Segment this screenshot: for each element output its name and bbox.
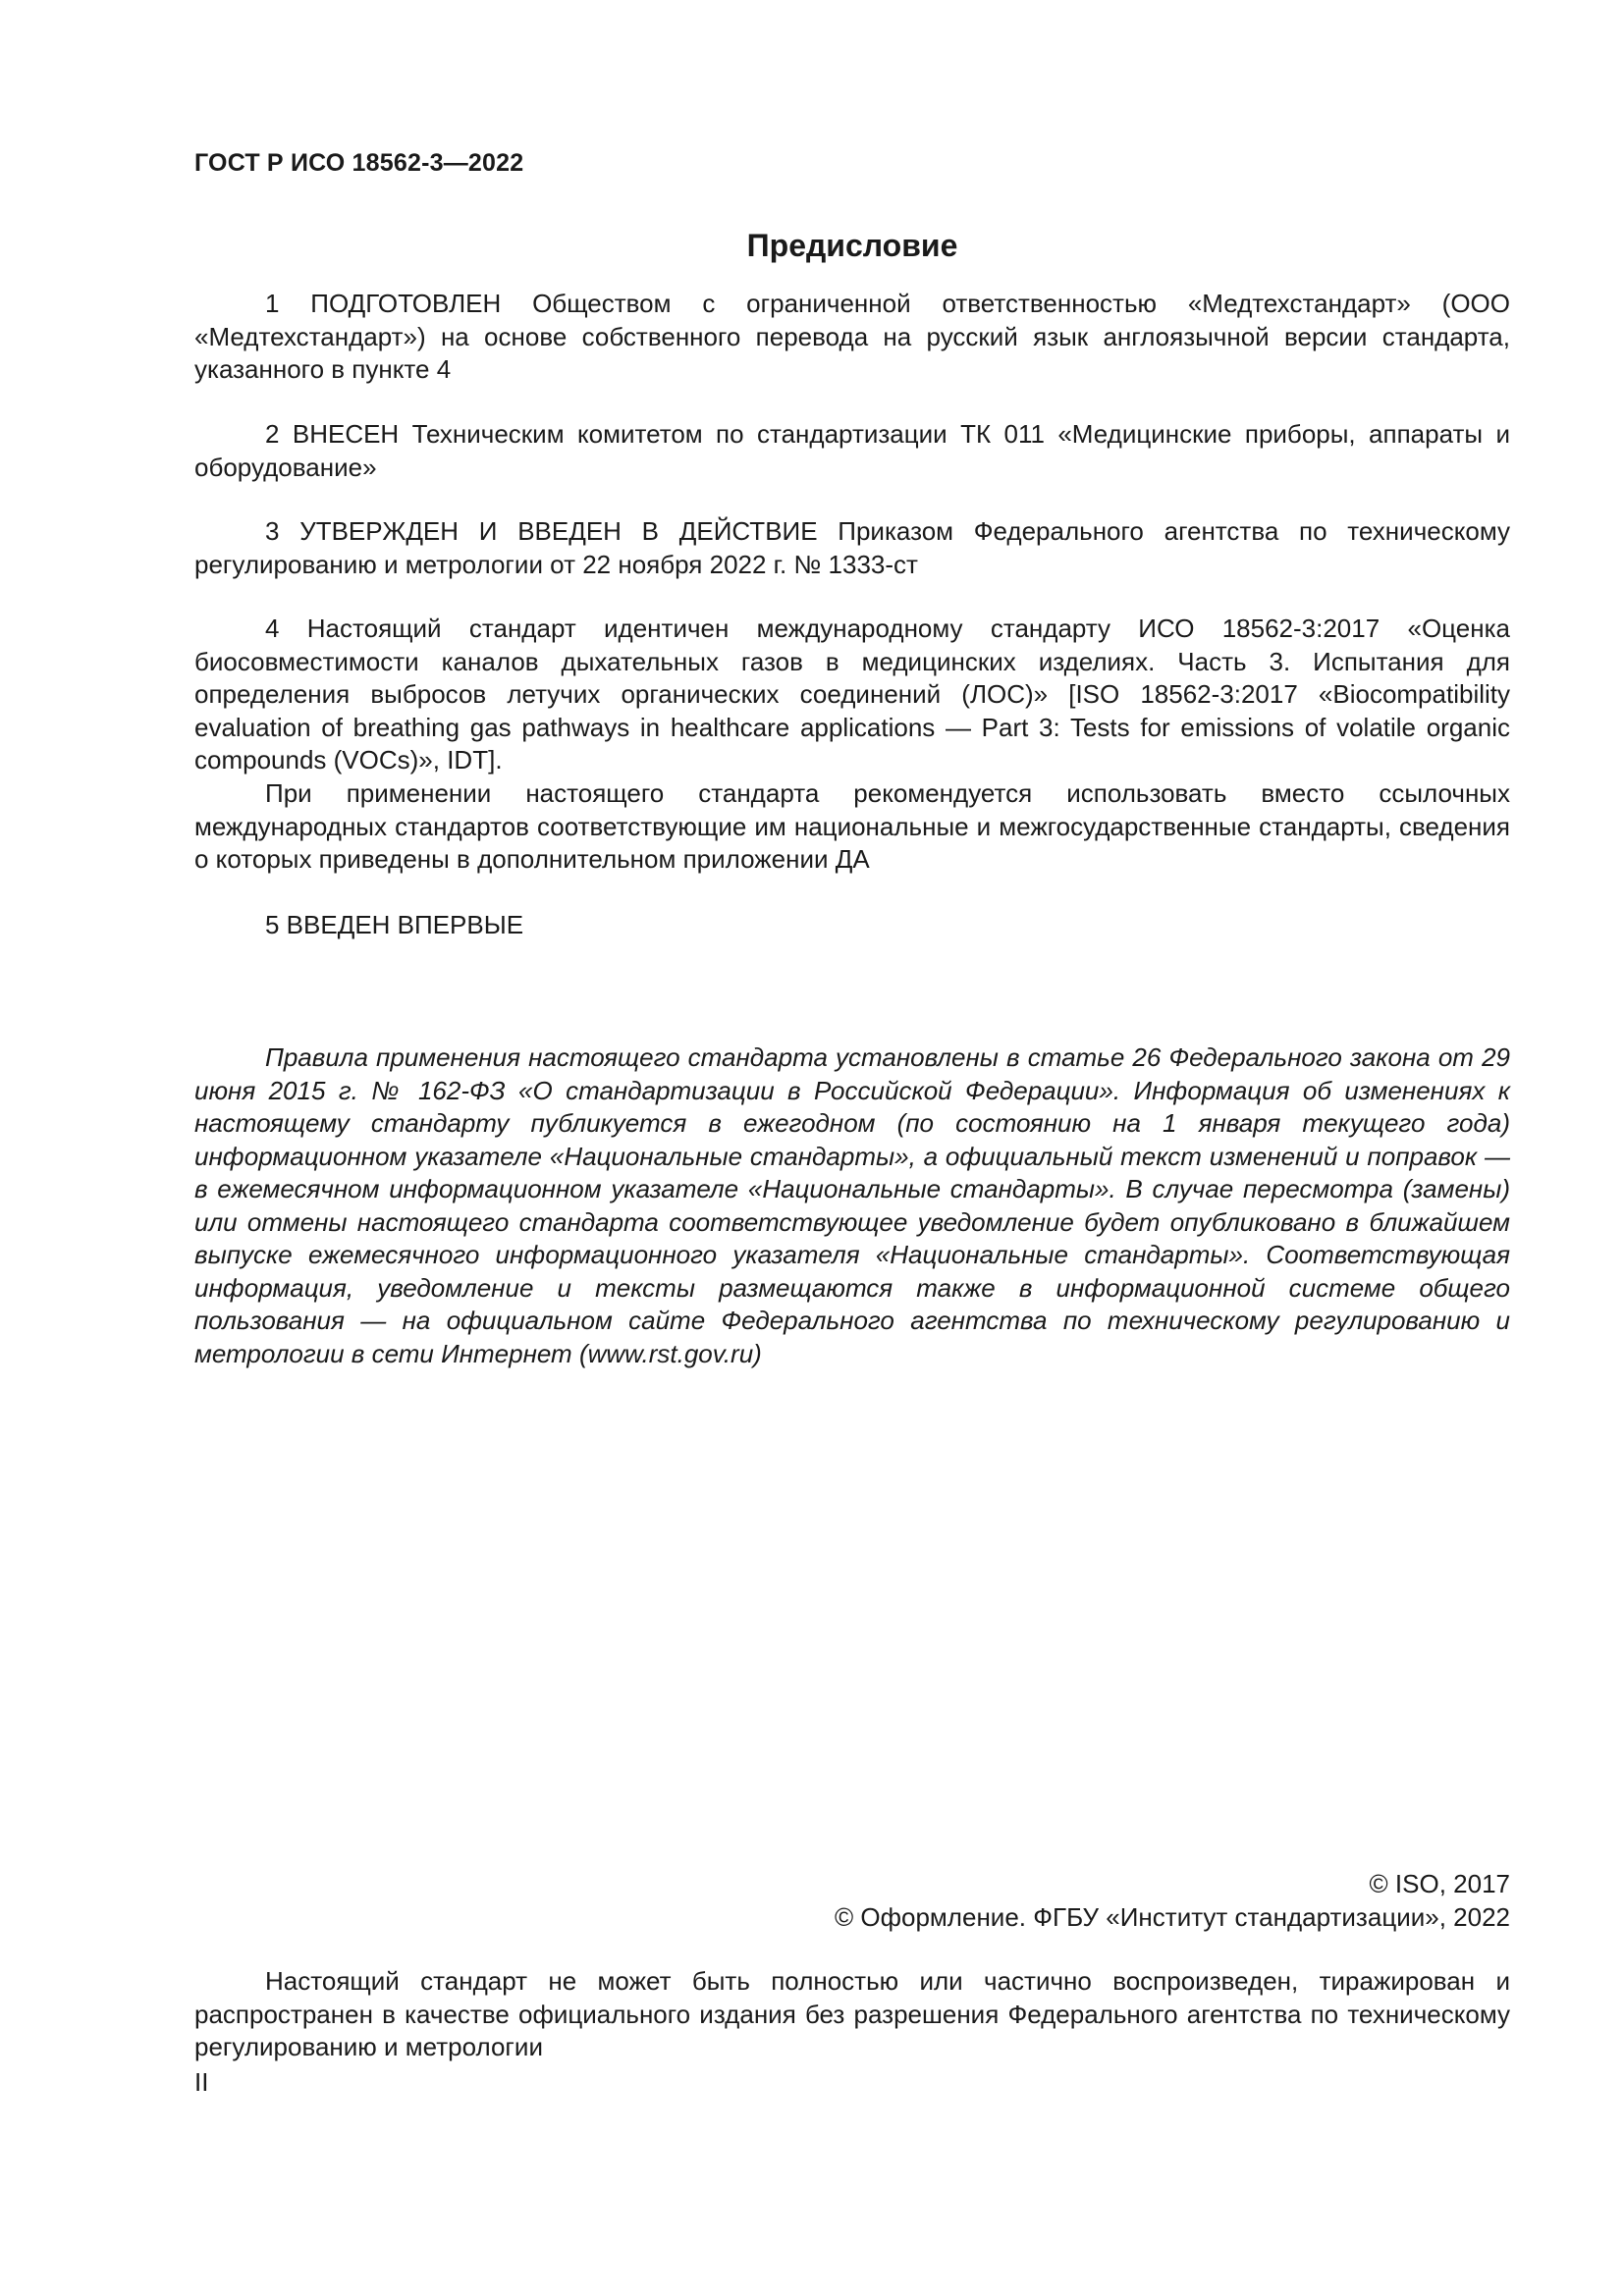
foreword-item-5	[194, 909, 1510, 942]
application-rules-text: Правила применения настоящего стандарта установлены в статье 26 Федерального закона от 29 июня 2015 г. № 162-ФЗ «О стандартизации в Российской Федерации». Информация об изменениях к настоящему стандарту публикуется в ежегодном (по состоянию на 1 января текущего года) информационном указателе «Национальные стандарты», а официальный текст изменений и поправок — в ежемесячном информационном указателе «Национальные стандарты». В случае пересмотра (замены) или отмены настоящего стандарта соответствующее уведомление будет опубликовано в ближайшем выпуске ежемесячного информационного указателя «Национальные стандарты». Соответствующая информация, уведомление и тексты размещаются также в информационной системе общего пользования — на официальном сайте Федерального агентства по техническому регулированию и метрологии в сети Интернет (www.rst.gov.ru)	[194, 1042, 1510, 1368]
foreword-item-1-text: 1 ПОДГОТОВЛЕН Обществом с ограниченной ответственностью «Медтехстандарт» (ООО «Медтехстандарт») на основе собственного перевода на русский язык англоязычной версии стандарта, указанного в пункте 4	[194, 289, 1510, 384]
foreword-item-4	[194, 613, 1510, 777]
reproduction-notice	[194, 1965, 1510, 2064]
reproduction-notice-text: Настоящий стандарт не может быть полностью или частично воспроизведен, тиражирован и распространен в качестве официального издания без разрешения Федерального агентства по техническому регулированию и метрологии	[194, 1966, 1510, 2061]
foreword-item-4-text: 4 Настоящий стандарт идентичен международному стандарту ИСО 18562-3:2017 «Оценка биосовместимости каналов дыхательных газов в медицинских изделиях. Часть 3. Испытания для определения выбросов летучих органических соединений (ЛОС)» [ISO 18562-3:2017 «Biocompatibility evaluation of breathing gas pathways in healthcare applications — Part 3: Tests for emissions of volatile organic compounds (VOCs)», IDT].	[194, 614, 1510, 774]
foreword-item-2	[194, 418, 1510, 484]
page-number: II	[194, 2067, 209, 2097]
foreword-item-4-note	[194, 777, 1510, 877]
copyright-iso: © ISO, 2017	[1369, 1869, 1510, 1898]
foreword-item-3-text: 3 УТВЕРЖДЕН И ВВЕДЕН В ДЕЙСТВИЕ Приказом Федерального агентства по техническому регулированию и метрологии от 22 ноября 2022 г. № 1333-ст	[194, 516, 1510, 579]
application-rules-notice	[194, 1041, 1510, 1370]
copyright-design: © Оформление. ФГБУ «Институт стандартизации», 2022	[835, 1902, 1510, 1932]
foreword-item-5-text: 5 ВВЕДЕН ВПЕРВЫЕ	[265, 910, 524, 939]
foreword-item-4-note-text: При применении настоящего стандарта рекомендуется использовать вместо ссылочных международных стандартов соответствующие им национальные и межгосударственные стандарты, сведения о которых приведены в дополнительном приложении ДА	[194, 778, 1510, 874]
foreword-item-2-text: 2 ВНЕСЕН Техническим комитетом по стандартизации ТК 011 «Медицинские приборы, аппараты и оборудование»	[194, 419, 1510, 482]
page-title: Предисловие	[746, 228, 958, 263]
document-id: ГОСТ Р ИСО 18562-3—2022	[194, 149, 524, 177]
foreword-item-1	[194, 288, 1510, 387]
foreword-item-3	[194, 515, 1510, 581]
